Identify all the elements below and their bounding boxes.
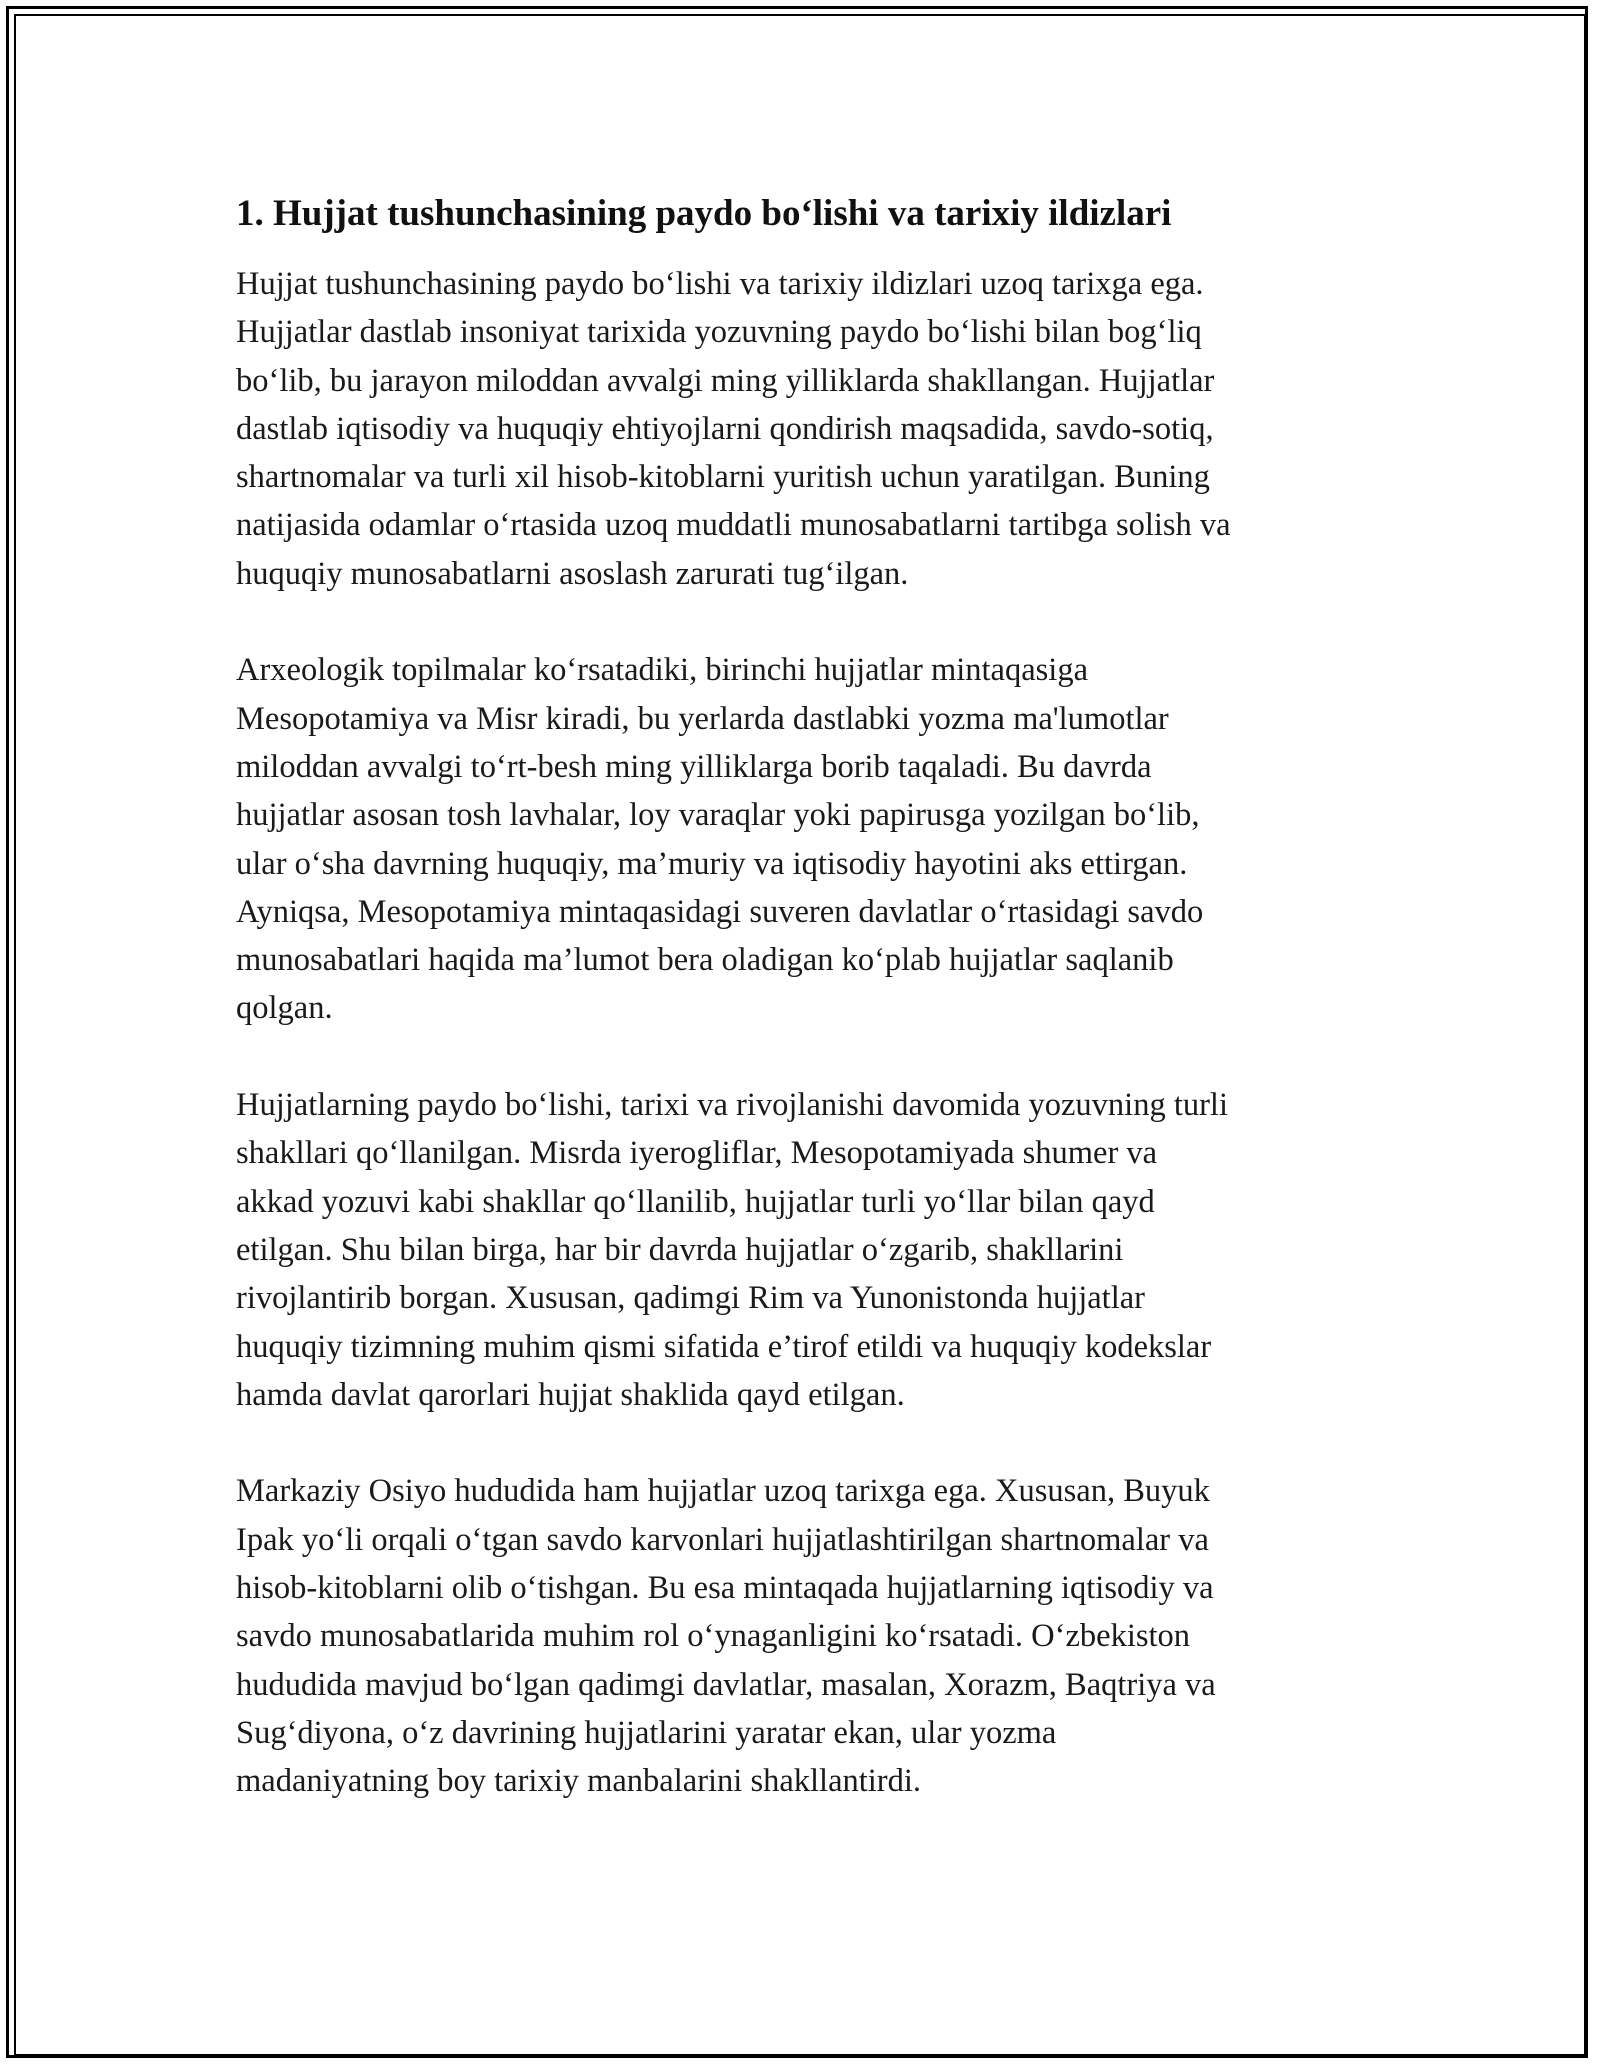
text-line: Ayniqsa, Mesopotamiya mintaqasidagi suveren davlatlar o‘rtasidagi savdo [236, 893, 1204, 930]
text-line: Hujjat tushunchasining paydo bo‘lishi va tarixiy ildizlari uzoq tarixga ega. [236, 266, 1204, 302]
text-line: savdo munosabatlarida muhim rol o‘ynaganligini ko‘rsatadi. O‘zbekiston [236, 1618, 1191, 1655]
text-line: Ipak yo‘li orqali o‘tgan savdo karvonlari hujjatlashtirilgan shartnomalar va [236, 1521, 1209, 1558]
paragraph-3 [236, 1081, 1366, 1419]
text-line: Arxeologik topilmalar ko‘rsatadiki, birinchi hujjatlar mintaqasiga [236, 652, 1088, 689]
text-line: etilgan. Shu bilan birga, har bir davrda hujjatlar o‘zgarib, shakllarini [236, 1231, 1124, 1268]
text-line: natijasida odamlar o‘rtasida uzoq muddatli munosabatlarni tartibga solish va [236, 507, 1231, 544]
paragraph-2 [236, 646, 1366, 1032]
text-line: huquqiy munosabatlarni asoslash zarurati tug‘ilgan. [236, 555, 909, 592]
text-line: shakllari qo‘llanilgan. Misrda iyerogliflar, Mesopotamiyada shumer va [236, 1135, 1158, 1172]
text-line: madaniyatning boy tarixiy manbalarini shakllantirdi. [236, 1763, 922, 1800]
text-line: miloddan avvalgi to‘rt-besh ming yilliklarga borib taqaladi. Bu davrda [236, 748, 1152, 785]
text-line: hisob-kitoblarni olib o‘tishgan. Bu esa mintaqada hujjatlarning iqtisodiy va [236, 1570, 1214, 1607]
paragraph-1 [236, 260, 1366, 598]
text-line: hamda davlat qarorlari hujjat shaklida qayd etilgan. [236, 1376, 905, 1413]
text-line: Hujjatlar dastlab insoniyat tarixida yozuvning paydo bo‘lishi bilan bog‘liq [236, 314, 1202, 351]
text-line: shartnomalar va turli xil hisob-kitoblarni yuritish uchun yaratilgan. Buning [236, 459, 1210, 496]
text-line: qolgan. [236, 990, 333, 1027]
text-line: dastlab iqtisodiy va huquqiy ehtiyojlarni qondirish maqsadida, savdo-sotiq, [236, 410, 1214, 447]
section-heading: 1. Hujjat tushunchasining paydo bo‘lishi va tarixiy ildizlari [236, 193, 1172, 234]
paragraph-4 [236, 1467, 1366, 1805]
text-line: Sug‘diyona, o‘z davrining hujjatlarini yaratar ekan, ular yozma [236, 1714, 1057, 1751]
text-line: Hujjatlarning paydo bo‘lishi, tarixi va rivojlanishi davomida yozuvning turli [236, 1087, 1228, 1124]
text-line: huquqiy tizimning muhim qismi sifatida e’tirof etildi va huquqiy kodekslar [236, 1328, 1212, 1365]
text-line: munosabatlari haqida ma’lumot bera oladigan ko‘plab hujjatlar saqlanib [236, 942, 1174, 979]
text-line: ular o‘sha davrning huquqiy, ma’muriy va iqtisodiy hayotini aks ettirgan. [236, 845, 1188, 882]
text-line: hududida mavjud bo‘lgan qadimgi davlatlar, masalan, Xorazm, Baqtriya va [236, 1666, 1216, 1703]
text-line: Markaziy Osiyo hududida ham hujjatlar uzoq tarixga ega. Xususan, Buyuk [236, 1473, 1210, 1510]
document-body [236, 188, 1366, 1854]
text-line: akkad yozuvi kabi shakllar qo‘llanilib, hujjatlar turli yo‘llar bilan qayd [236, 1183, 1155, 1220]
text-line: bo‘lib, bu jarayon miloddan avvalgi ming yilliklarda shakllangan. Hujjatlar [236, 362, 1215, 399]
text-line: rivojlantirib borgan. Xususan, qadimgi Rim va Yunonistonda hujjatlar [236, 1280, 1145, 1317]
text-line: hujjatlar asosan tosh lavhalar, loy varaqlar yoki papirusga yozilgan bo‘lib, [236, 797, 1200, 834]
text-line: Mesopotamiya va Misr kiradi, bu yerlarda dastlabki yozma ma'lumotlar [236, 700, 1169, 737]
